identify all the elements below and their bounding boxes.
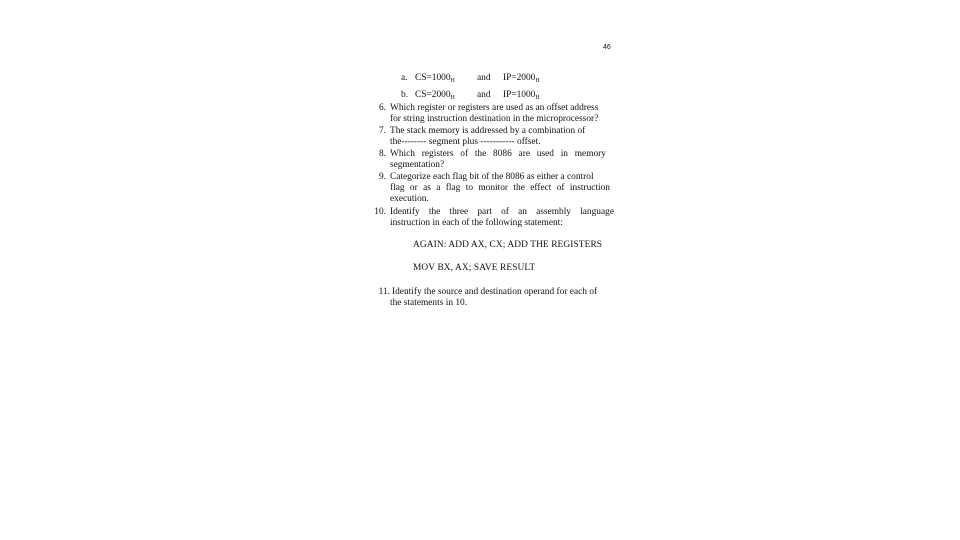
option-a-cs <box>415 73 455 85</box>
option-a-ip-value: IP=2000 <box>503 73 536 83</box>
option-b-cs <box>415 90 455 102</box>
question-6-line-2: for string instruction destination in the microprocessor? <box>390 114 599 124</box>
option-b-and: and <box>477 90 491 100</box>
option-a-and: and <box>477 73 491 83</box>
question-7-line-1: The stack memory is addressed by a combination of <box>390 126 586 136</box>
question-7-number: 7. <box>378 126 386 136</box>
question-9-number: 9. <box>378 172 386 182</box>
question-7-line-2: the-------- segment plus ----------- offset. <box>390 137 541 147</box>
question-11-line-1: Identify the source and destination operand for each of <box>392 287 598 297</box>
page-number: 46 <box>603 44 611 51</box>
question-10-line-1: Identify the three part of an assembly language <box>390 207 614 217</box>
option-a-cs-subscript: H <box>450 78 455 84</box>
question-10-number: 10. <box>374 207 386 217</box>
question-11-line-2: the statements in 10. <box>390 298 468 308</box>
option-b-ip <box>503 90 540 102</box>
option-a-ip <box>503 73 540 85</box>
option-b-cs-subscript: H <box>450 95 455 101</box>
option-b-cs-value: CS=2000 <box>415 90 451 100</box>
question-6-number: 6. <box>378 103 386 113</box>
option-b-ip-value: IP=1000 <box>503 90 536 100</box>
option-a-cs-value: CS=1000 <box>415 73 451 83</box>
code-line-mov: MOV BX, AX; SAVE RESULT <box>413 263 536 273</box>
option-b-label: b. <box>401 90 409 100</box>
question-6-line-1: Which register or registers are used as an offset address <box>390 103 599 113</box>
option-a-ip-subscript: H <box>535 78 540 84</box>
code-line-again: AGAIN: ADD AX, CX; ADD THE REGISTERS <box>413 240 603 250</box>
question-10-line-2: instruction in each of the following statement: <box>390 218 563 228</box>
option-b-ip-subscript: H <box>535 95 540 101</box>
question-11-number: 11. <box>378 287 390 297</box>
option-a-label: a. <box>401 73 408 83</box>
question-8-line-2: segmentation? <box>390 160 445 170</box>
question-8-line-1: Which registers of the 8086 are used in memory <box>390 149 606 159</box>
question-8-number: 8. <box>378 149 386 159</box>
question-9-line-3: execution. <box>390 194 429 204</box>
question-9-line-2: flag or as a flag to monitor the effect of instruction <box>390 183 610 193</box>
question-9-line-1: Categorize each flag bit of the 8086 as either a control <box>390 172 594 182</box>
